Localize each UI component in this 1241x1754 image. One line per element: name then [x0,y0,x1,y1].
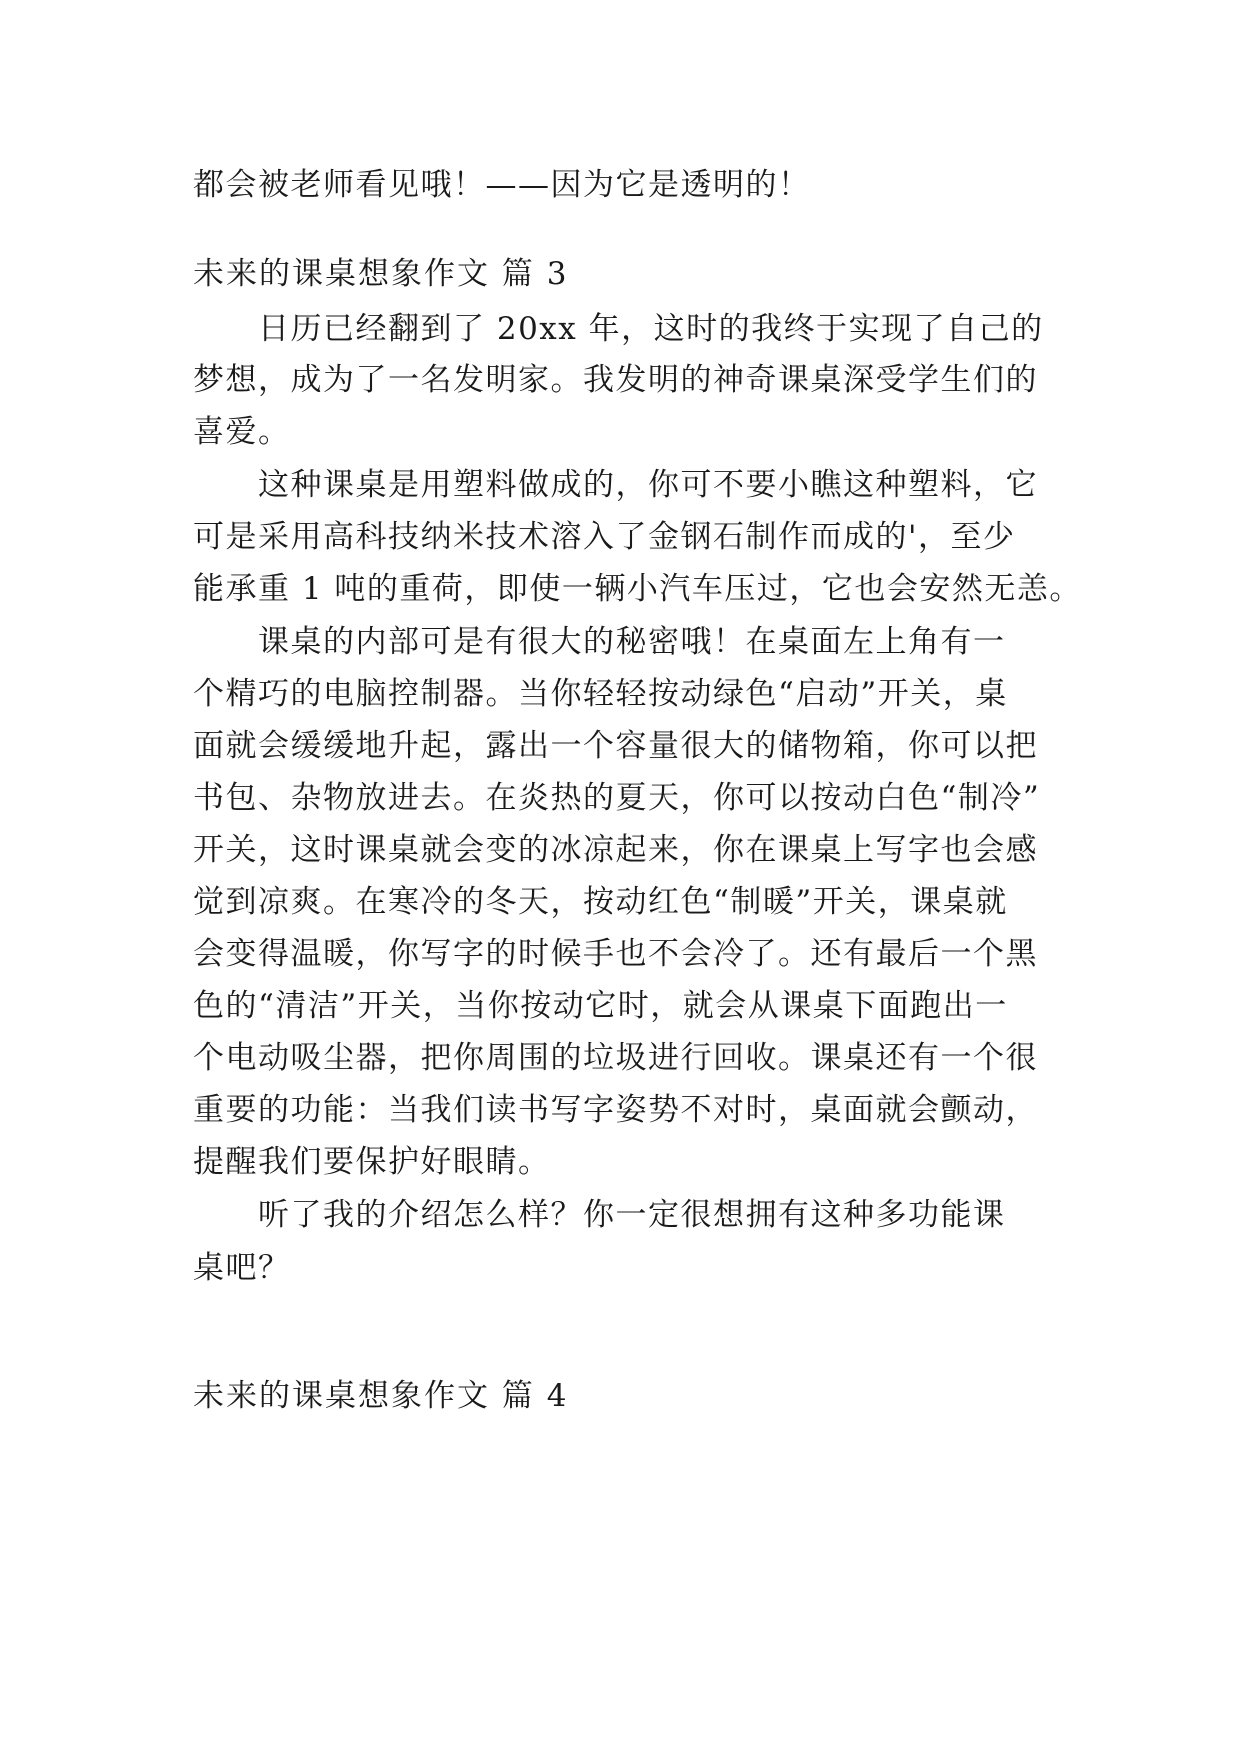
paragraph-3-line-5: 开关，这时课桌就会变的冰凉起来，你在课桌上写字也会感 [193,832,1038,868]
paragraph-4-line-1: 听了我的介绍怎么样？你一定很想拥有这种多功能课 [258,1197,1006,1233]
text-line: 都会被老师看见哦！——因为它是透明的！ [193,167,811,203]
section-4-heading: 未来的课桌想象作文 篇 4 [193,1378,569,1414]
paragraph-3-line-7: 会变得温暖，你写字的时候手也不会冷了。还有最后一个黑 [193,936,1038,972]
paragraph-3-line-11: 提醒我们要保护好眼睛。 [193,1144,551,1180]
paragraph-3-line-4: 书包、杂物放进去。在炎热的夏天，你可以按动白色“制冷” [193,780,1041,816]
paragraph-3-line-1: 课桌的内部可是有很大的秘密哦！在桌面左上角有一 [258,624,1006,660]
paragraph-3-line-3: 面就会缓缓地升起，露出一个容量很大的储物箱，你可以把 [193,728,1038,764]
section-3-heading: 未来的课桌想象作文 篇 3 [193,256,569,292]
paragraph-3-line-2: 个精巧的电脑控制器。当你轻轻按动绿色“启动”开关，桌 [193,676,1008,712]
paragraph-3-line-10: 重要的功能：当我们读书写字姿势不对时，桌面就会颤动， [193,1092,1038,1128]
paragraph-2-line-3: 能承重 1 吨的重荷，即使一辆小汽车压过，它也会安然无恙。 [193,571,1082,607]
paragraph-4-line-2: 桌吧？ [193,1250,291,1286]
paragraph-3-line-6: 觉到凉爽。在寒冷的冬天，按动红色“制暖”开关，课桌就 [193,884,1008,920]
paragraph-2-line-2: 可是采用高科技纳米技术溶入了金钢石制作而成的'，至少 [193,519,1016,555]
paragraph-1-line-3: 喜爱。 [193,414,291,450]
paragraph-1-line-1: 日历已经翻到了 20xx 年，这时的我终于实现了自己的 [258,311,1044,347]
paragraph-3-line-9: 个电动吸尘器，把你周围的垃圾进行回收。课桌还有一个很 [193,1040,1038,1076]
paragraph-3-line-8: 色的“清洁”开关，当你按动它时，就会从课桌下面跑出一 [193,988,1008,1024]
paragraph-2-line-1: 这种课桌是用塑料做成的，你可不要小瞧这种塑料，它 [258,467,1038,503]
paragraph-1-line-2: 梦想，成为了一名发明家。我发明的神奇课桌深受学生们的 [193,362,1038,398]
